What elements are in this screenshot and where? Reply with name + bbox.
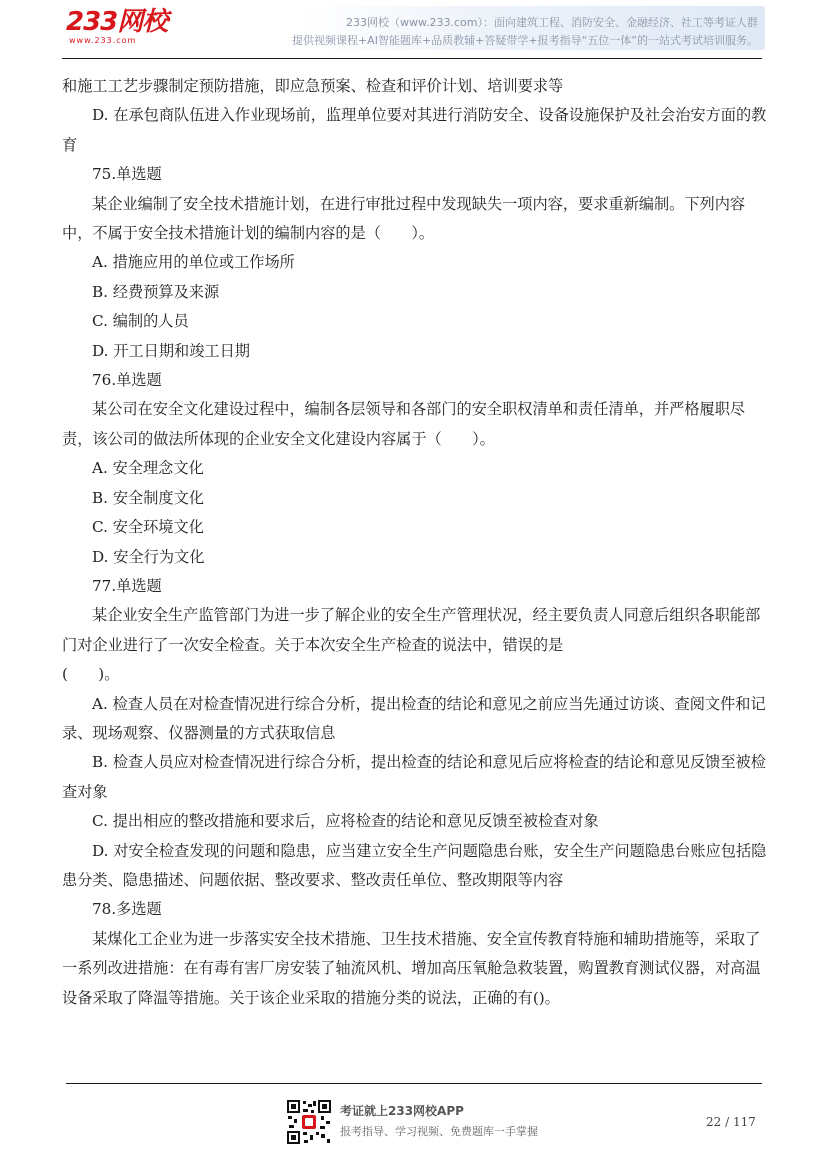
header-divider	[62, 58, 762, 59]
app-promo-title: 考证就上233网校APP	[340, 1104, 464, 1118]
qr-code-icon	[286, 1099, 332, 1145]
page-footer	[0, 1090, 830, 1150]
page-number: 22 / 117	[706, 1115, 756, 1129]
question-option: D. 对安全检查发现的问题和隐患，应当建立安全生产问题隐患台账，安全生产问题隐患台账应包括隐患分类、隐患描述、问题依据、整改要求、整改责任单位、整改期限等内容	[62, 841, 767, 889]
question-option: C. 编制的人员	[92, 312, 189, 331]
question-stem: 某企业编制了安全技术措施计划，在进行审批过程中发现缺失一项内容，要求重新编制。下列内容中，不属于安全技术措施计划的编制内容的是（ ）。	[62, 194, 746, 243]
question-number: 78.多选题	[92, 900, 162, 919]
question-option: B. 检查人员应对检查情况进行综合分析，提出检查的结论和意见后应将检查的结论和意见反馈至被检查对象	[62, 753, 766, 801]
logo-url: www.233.com	[69, 36, 137, 45]
question-option: D. 安全行为文化	[92, 547, 205, 566]
question-number: 77.单选题	[92, 576, 162, 595]
logo-text: 233网校	[66, 7, 168, 37]
question-option: A. 检查人员在对检查情况进行综合分析，提出检查的结论和意见之前应当先通过访谈、查阅文件和记录、现场观察、仪器测量的方式获取信息	[62, 694, 766, 742]
question-stem: 某公司在安全文化建设过程中，编制各层领导和各部门的安全职权清单和责任清单，并严格履职尽责，该公司的做法所体现的企业安全文化建设内容属于（ ）。	[62, 400, 746, 448]
question-stem-blank: ( )。	[62, 665, 120, 684]
footer-divider	[66, 1083, 762, 1084]
header-tagline-1: 233网校（www.233.com）：面向建筑工程、消防安全、金融经济、社工等考证人群	[346, 16, 758, 29]
question-option: B. 经费预算及来源	[92, 282, 220, 301]
question-option: A. 措施应用的单位或工作场所	[92, 253, 295, 272]
question-option: B. 安全制度文化	[92, 488, 204, 507]
question-number: 76.单选题	[92, 371, 162, 390]
question-number: 75.单选题	[92, 165, 162, 184]
question-option: C. 提出相应的整改措施和要求后，应将检查的结论和意见反馈至被检查对象	[92, 812, 599, 831]
app-promo-subtitle: 报考指导、学习视频、免费题库一手掌握	[340, 1125, 538, 1138]
question-option: D. 开工日期和竣工日期	[92, 341, 250, 360]
continued-text: 和施工工艺步骤制定预防措施，即应急预案、检查和评价计划、培训要求等	[62, 77, 564, 95]
question-stem: 某企业安全生产监管部门为进一步了解企业的安全生产管理状况，经主要负责人同意后组织各职能部门对企业进行了一次安全检查。关于本次安全生产检查的说法中，错误的是	[62, 606, 761, 654]
continued-option-d: D. 在承包商队伍进入作业现场前，监理单位要对其进行消防安全、设备设施保护及社会治安方面的教育	[62, 106, 767, 154]
page-header	[0, 0, 830, 60]
document-body	[62, 72, 770, 1013]
question-stem: 某煤化工企业为进一步落实安全技术措施、卫生技术措施、安全宣传教育特施和辅助措施等，采取了一系列改进措施：在有毒有害厂房安装了轴流风机、增加高压氧舱急救装置，购置教育测试仪器，对高温设备采取了降温等措施。关于该企业采取的措施分类的说法，正确的有()。	[62, 929, 761, 1007]
logo	[66, 8, 167, 45]
question-option: A. 安全理念文化	[92, 459, 204, 478]
header-tagline-2: 提供视频课程+AI智能题库+品质教辅+答疑带学+报考指导“五位一体”的一站式考试培训服务。	[291, 34, 758, 47]
question-option: C. 安全环境文化	[92, 518, 204, 537]
